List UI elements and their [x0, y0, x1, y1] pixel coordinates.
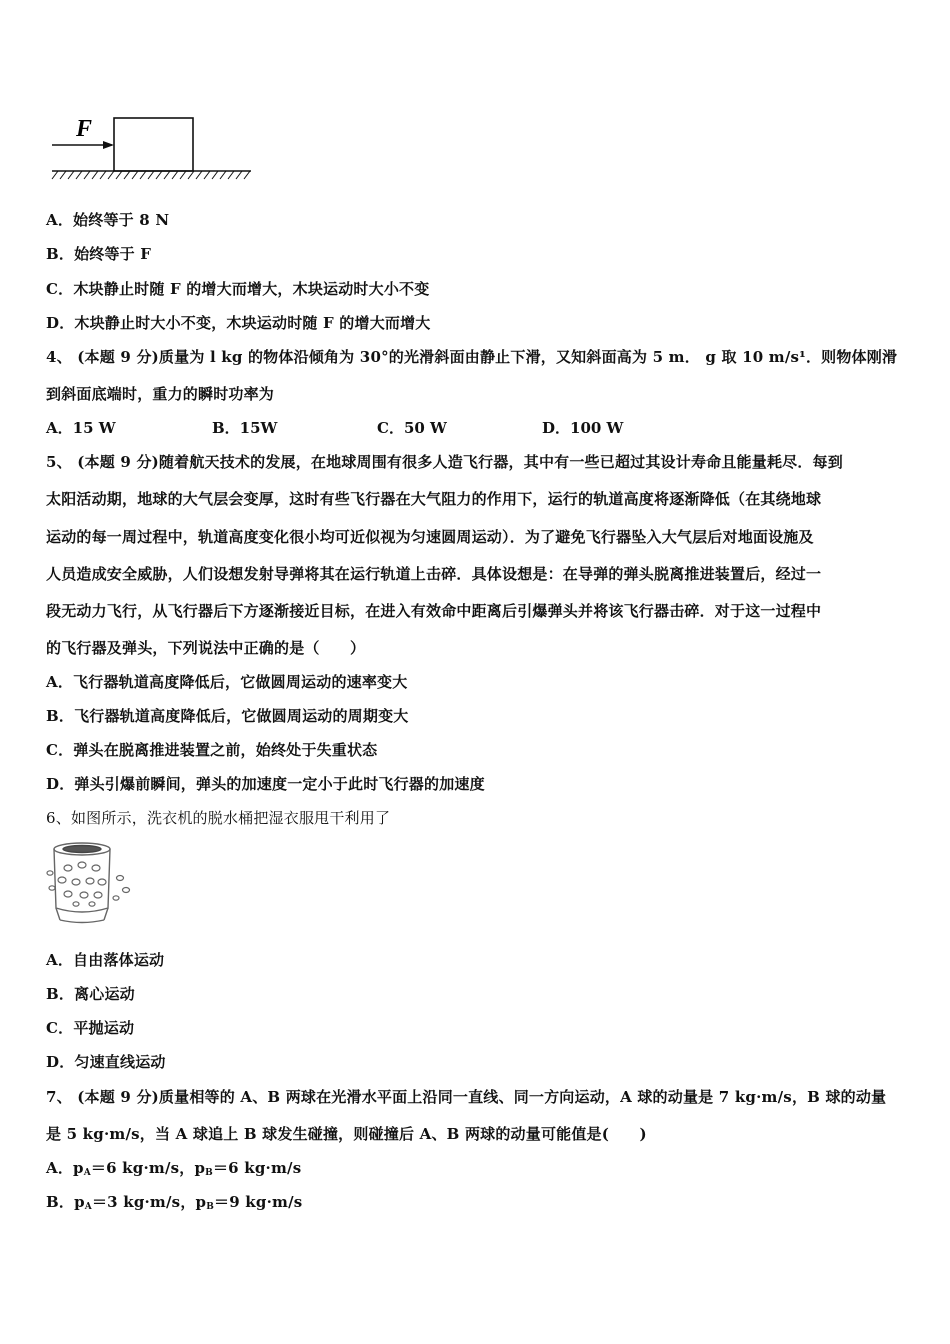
- q7-option-a-sub2: B: [205, 1168, 213, 1178]
- q3-option-b: B．始终等于 F: [46, 245, 152, 263]
- spin-dryer-drum-icon: [46, 840, 138, 926]
- ground-hatching: [52, 171, 250, 179]
- q7-option-b-sub1: A: [84, 1202, 92, 1212]
- q7-option-a-mid: ＝6 kg·m/s，p: [90, 1159, 206, 1177]
- force-arrow-head: [103, 141, 114, 149]
- q6-option-d: D．匀速直线运动: [46, 1053, 166, 1071]
- q4-option-d: D．100 W: [542, 419, 624, 437]
- q5-option-c: C．弹头在脱离推进装置之前，始终处于失重状态: [46, 741, 378, 759]
- q4-stem-line2: 到斜面底端时，重力的瞬时功率为: [46, 385, 275, 403]
- q7-option-a-sub1: A: [83, 1168, 91, 1178]
- q7-option-a-prefix: A．p: [46, 1159, 84, 1177]
- wooden-block: [114, 118, 193, 171]
- q6-option-b: B．离心运动: [46, 985, 135, 1003]
- q7-option-b-mid: ＝3 kg·m/s，p: [91, 1193, 207, 1211]
- q7-option-a-suffix: ＝6 kg·m/s: [212, 1159, 302, 1177]
- q7-option-b-sub2: B: [206, 1202, 215, 1212]
- q7-option-a: [46, 1158, 301, 1183]
- q4-option-a: A．15 W: [46, 419, 116, 437]
- q6-stem: 6、如图所示，洗衣机的脱水桶把湿衣服甩干利用了: [46, 809, 391, 827]
- q5-stem-line4: 人员造成安全威胁，人们设想发射导弹将其在运行轨道上击碎．具体设想是：在导弹的弹头脱离推进装置后，经过一: [46, 565, 822, 583]
- q3-option-c: C．木块静止时随 F 的增大而增大，木块运动时大小不变: [46, 280, 430, 298]
- q6-option-a: A．自由落体运动: [46, 951, 165, 969]
- q5-stem-line6: 的飞行器及弹头，下列说法中正确的是（ ）: [46, 639, 366, 657]
- q7-option-b: [46, 1192, 302, 1217]
- q4-stem-line1: 4、 (本题 9 分)质量为 l kg 的物体沿倾角为 30°的光滑斜面由静止下滑，又知斜面高为 5 m． g 取 10 m/s¹．则物体刚滑: [46, 348, 898, 366]
- q5-option-d: D．弹头引爆前瞬间，弹头的加速度一定小于此时飞行器的加速度: [46, 775, 485, 793]
- q7-stem-line1: 7、 (本题 9 分)质量相等的 A、B 两球在光滑水平面上沿同一直线、同一方向运动，A 球的动量是 7 kg·m/s，B 球的动量: [46, 1088, 887, 1106]
- q5-stem-line1: 5、 (本题 9 分)随着航天技术的发展，在地球周围有很多人造飞行器，其中有一些已超过其设计寿命且能量耗尽．每到: [46, 453, 843, 471]
- q4-option-c: C．50 W: [377, 419, 447, 437]
- q5-stem-line3: 运动的每一周过程中，轨道高度变化很小均可近似视为匀速圆周运动）．为了避免飞行器坠入大气层后对地面设施及: [46, 528, 814, 546]
- block-force-diagram: [46, 108, 261, 188]
- q3-option-d: D．木块静止时大小不变，木块运动时随 F 的增大而增大: [46, 314, 431, 332]
- q3-option-a: A．始终等于 8 N: [46, 211, 170, 229]
- q5-stem-line5: 段无动力飞行，从飞行器后下方逐渐接近目标，在进入有效命中距离后引爆弹头并将该飞行器击碎．对于这一过程中: [46, 602, 822, 620]
- q5-option-b: B．飞行器轨道高度降低后，它做圆周运动的周期变大: [46, 707, 409, 725]
- q7-option-b-suffix: ＝9 kg·m/s: [214, 1193, 303, 1211]
- force-label: F: [76, 116, 93, 142]
- q7-stem-line2: 是 5 kg·m/s，当 A 球追上 B 球发生碰撞，则碰撞后 A、B 两球的动量可能值是( ): [46, 1125, 647, 1143]
- q5-stem-line2: 太阳活动期，地球的大气层会变厚，这时有些飞行器在大气阻力的作用下，运行的轨道高度将逐渐降低（在其绕地球: [46, 490, 822, 508]
- q4-option-b: B．15W: [212, 419, 278, 437]
- q7-option-b-prefix: B．p: [46, 1193, 85, 1211]
- q5-option-a: A．飞行器轨道高度降低后，它做圆周运动的速率变大: [46, 673, 408, 691]
- q6-option-c: C．平抛运动: [46, 1019, 135, 1037]
